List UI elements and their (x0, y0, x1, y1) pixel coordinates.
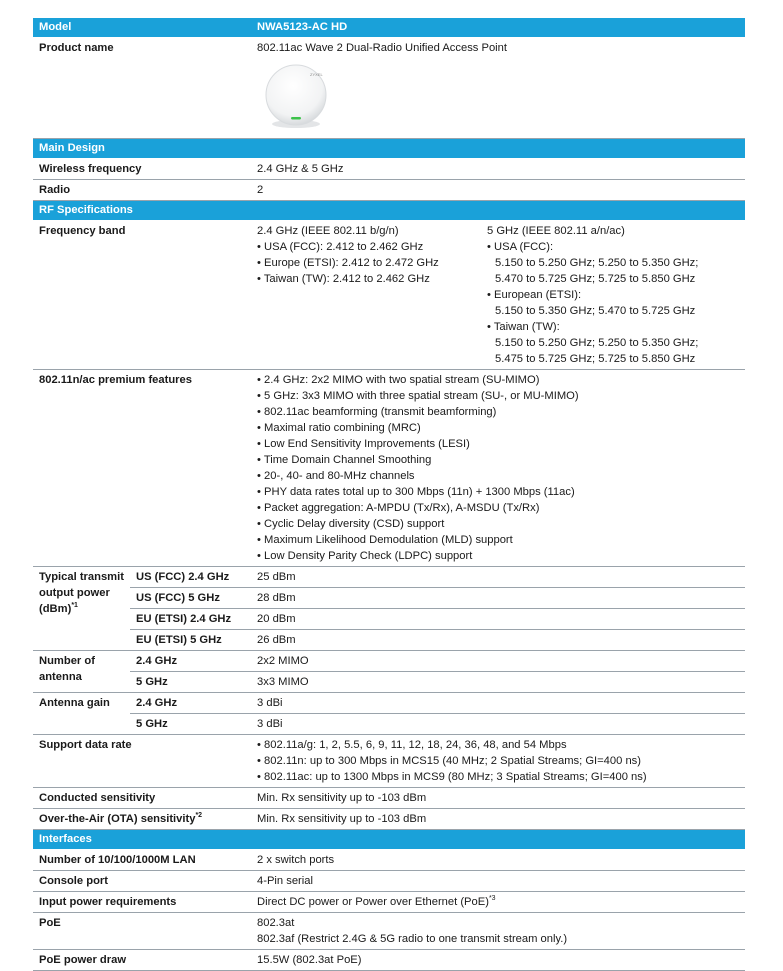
row-label: Conducted sensitivity (33, 788, 251, 809)
section-rf-specifications (33, 201, 745, 221)
list-item: • Taiwan (TW): (487, 321, 560, 333)
sub-label: EU (ETSI) 5 GHz (130, 630, 251, 651)
row-value: Min. Rx sensitivity up to -103 dBm (251, 788, 745, 809)
list-item: 5.150 to 5.350 GHz; 5.470 to 5.725 GHz (495, 305, 696, 317)
list-item: • Maximal ratio combining (MRC) (257, 422, 421, 434)
row-label: Input power requirements (33, 892, 251, 913)
ota-sensitivity-row (33, 809, 745, 830)
band-5ghz-list (487, 223, 739, 367)
sub-label: US (FCC) 5 GHz (130, 588, 251, 609)
list-item: 5.475 to 5.725 GHz; 5.725 to 5.850 GHz (495, 353, 696, 365)
row-label: Number of antenna (33, 651, 130, 693)
product-name-row (33, 38, 745, 139)
section-title: Interfaces (33, 830, 745, 850)
spec-sheet (33, 18, 745, 971)
access-point-drawing (261, 62, 331, 132)
access-point-image (261, 62, 331, 132)
section-interfaces (33, 830, 745, 850)
list-item: 5 GHz (IEEE 802.11 a/n/ac) (487, 225, 625, 237)
list-item: 5.150 to 5.250 GHz; 5.250 to 5.350 GHz; (495, 337, 699, 349)
tx-power-row (33, 588, 745, 609)
row-label: PoE (33, 913, 251, 950)
list-item: • USA (FCC): 2.412 to 2.462 GHz (257, 241, 424, 253)
tx-power-row (33, 630, 745, 651)
wireless-frequency-row (33, 159, 745, 180)
list-item: • Time Domain Channel Smoothing (257, 454, 432, 466)
row-value: Min. Rx sensitivity up to -103 dBm (251, 809, 745, 830)
row-label: PoE power draw (33, 950, 251, 971)
list-item: 5.150 to 5.250 GHz; 5.250 to 5.350 GHz; (495, 257, 699, 269)
row-label: Antenna gain (33, 693, 130, 735)
led-indicator (291, 117, 301, 120)
premium-features-row (33, 370, 745, 567)
row-value: 26 dBm (251, 630, 745, 651)
model-value: NWA5123-AC HD (251, 18, 745, 38)
list-item: • 802.11ac: up to 1300 Mbps in MCS9 (80 MHz; 3 Spatial Streams; GI=400 ns) (257, 771, 647, 783)
list-item: • Maximum Likelihood Demodulation (MLD) support (257, 534, 513, 546)
row-value: 2 x switch ports (251, 850, 745, 871)
band-24ghz-list (257, 223, 487, 367)
list-item: 2.4 GHz (IEEE 802.11 b/g/n) (257, 225, 399, 237)
row-value: Direct DC power or Power over Ethernet (PoE)$^{*3}$ (251, 892, 745, 913)
poe-power-draw-row (33, 950, 745, 971)
sub-label: 5 GHz (130, 672, 251, 693)
list-item: • 5 GHz: 3x3 MIMO with three spatial stream (SU-, or MU-MIMO) (257, 390, 579, 402)
lan-row (33, 850, 745, 871)
brand-mark: ZYXEL (310, 72, 323, 77)
section-title: Main Design (33, 139, 745, 159)
data-rate-list (251, 735, 745, 788)
antenna-number-row (33, 651, 745, 672)
model-label: Model (33, 18, 251, 38)
list-item: • Low End Sensitivity Improvements (LESI) (257, 438, 470, 450)
spec-table (33, 18, 745, 971)
list-item: • 20-, 40- and 80-MHz channels (257, 470, 415, 482)
list-item: • Packet aggregation: A-MPDU (Tx/Rx), A-MSDU (Tx/Rx) (257, 502, 540, 514)
row-value: 3 dBi (251, 693, 745, 714)
list-item: • European (ETSI): (487, 289, 582, 301)
radio-row (33, 180, 745, 201)
tx-power-label: Typical transmit output power (dBm)$^{*1}$ (33, 567, 130, 651)
row-label: Number of 10/100/1000M LAN (33, 850, 251, 871)
row-label: Over-the-Air (OTA) sensitivity$^{*2}$ (33, 809, 251, 830)
input-power-row (33, 892, 745, 913)
row-value: 3x3 MIMO (251, 672, 745, 693)
list-item: • Low Density Parity Check (LDPC) support (257, 550, 473, 562)
row-value: 28 dBm (251, 588, 745, 609)
row-value: 15.5W (802.3at PoE) (251, 950, 745, 971)
row-label: Support data rate (33, 735, 251, 788)
conducted-sensitivity-row (33, 788, 745, 809)
model-header-row (33, 18, 745, 38)
row-label: Frequency band (33, 221, 251, 370)
row-value: 2x2 MIMO (251, 651, 745, 672)
sub-label: US (FCC) 2.4 GHz (130, 567, 251, 588)
sub-label: 5 GHz (130, 714, 251, 735)
list-item: • USA (FCC): (487, 241, 554, 253)
sub-label: 2.4 GHz (130, 693, 251, 714)
antenna-gain-row (33, 693, 745, 714)
row-label: Wireless frequency (33, 159, 251, 180)
footnote-mark: *3 (488, 895, 496, 902)
row-value: 2 (251, 180, 745, 201)
list-item: • PHY data rates total up to 300 Mbps (11n) + 1300 Mbps (11ac) (257, 486, 575, 498)
premium-features-list (251, 370, 745, 567)
list-item: 5.470 to 5.725 GHz; 5.725 to 5.850 GHz (495, 273, 696, 285)
list-item: • 2.4 GHz: 2x2 MIMO with two spatial stream (SU-MIMO) (257, 374, 540, 386)
console-port-row (33, 871, 745, 892)
antenna-gain-row (33, 714, 745, 735)
list-item: • Cyclic Delay diversity (CSD) support (257, 518, 445, 530)
footnote-mark: *2 (195, 812, 203, 819)
frequency-band-row (33, 221, 745, 370)
product-name-value: 802.11ac Wave 2 Dual-Radio Unified Access Point (257, 42, 508, 54)
list-item: • 802.11a/g: 1, 2, 5.5, 6, 9, 11, 12, 18, 24, 36, 48, and 54 Mbps (257, 739, 567, 751)
list-item: • Europe (ETSI): 2.412 to 2.472 GHz (257, 257, 439, 269)
footnote-mark: *1 (71, 602, 78, 609)
row-value: 802.3at 802.3af (Restrict 2.4G & 5G radio to one transmit stream only.) (251, 913, 745, 950)
row-value: 20 dBm (251, 609, 745, 630)
sub-label: EU (ETSI) 2.4 GHz (130, 609, 251, 630)
row-value: 25 dBm (251, 567, 745, 588)
list-item: • 802.11n: up to 300 Mbps in MCS15 (40 MHz; 2 Spatial Streams; GI=400 ns) (257, 755, 641, 767)
list-item: • 802.11ac beamforming (transmit beamforming) (257, 406, 497, 418)
section-title: RF Specifications (33, 201, 745, 221)
row-value: 4-Pin serial (251, 871, 745, 892)
antenna-number-row (33, 672, 745, 693)
section-main-design (33, 139, 745, 159)
row-value: 3 dBi (251, 714, 745, 735)
poe-row (33, 913, 745, 950)
tx-power-row (33, 567, 745, 588)
product-name-label: Product name (33, 38, 251, 139)
row-label: Radio (33, 180, 251, 201)
sub-label: 2.4 GHz (130, 651, 251, 672)
row-value: 2.4 GHz & 5 GHz (251, 159, 745, 180)
row-label: Console port (33, 871, 251, 892)
row-label: 802.11n/ac premium features (33, 370, 251, 567)
data-rate-row (33, 735, 745, 788)
tx-power-row (33, 609, 745, 630)
list-item: • Taiwan (TW): 2.412 to 2.462 GHz (257, 273, 430, 285)
